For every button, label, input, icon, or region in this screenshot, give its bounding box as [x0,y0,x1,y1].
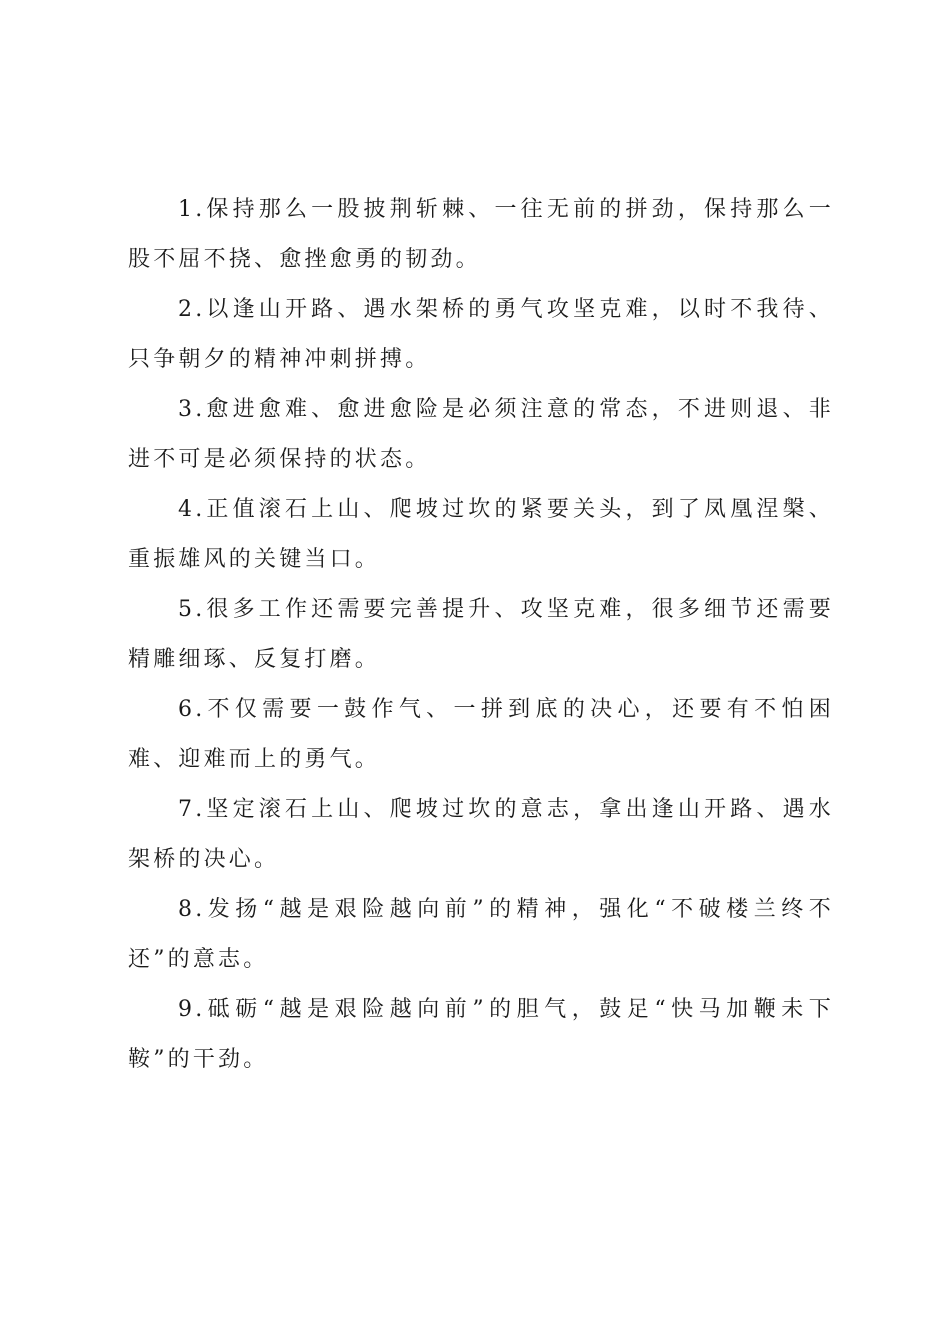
document-body [128,185,834,1085]
paragraph-9: 9.砥砺“越是艰险越向前”的胆气，鼓足“快马加鞭未下鞍”的干劲。 [128,997,834,1072]
paragraph-8: 8.发扬“越是艰险越向前”的精神，强化“不破楼兰终不还”的意志。 [128,897,834,972]
paragraph-5: 5.很多工作还需要完善提升、攻坚克难，很多细节还需要精雕细琢、反复打磨。 [128,597,834,672]
paragraph-2: 2.以逢山开路、遇水架桥的勇气攻坚克难，以时不我待、只争朝夕的精神冲刺拼搏。 [128,297,834,372]
paragraph-1: 1.保持那么一股披荆斩棘、一往无前的拼劲，保持那么一股不屈不挠、愈挫愈勇的韧劲。 [128,197,834,272]
paragraph-7: 7.坚定滚石上山、爬坡过坎的意志，拿出逢山开路、遇水架桥的决心。 [128,797,834,872]
paragraph-6: 6.不仅需要一鼓作气、一拼到底的决心，还要有不怕困难、迎难而上的勇气。 [128,697,834,772]
paragraph-3: 3.愈进愈难、愈进愈险是必须注意的常态，不进则退、非进不可是必须保持的状态。 [128,397,834,472]
paragraph-4: 4.正值滚石上山、爬坡过坎的紧要关头，到了凤凰涅槃、重振雄风的关键当口。 [128,497,834,572]
